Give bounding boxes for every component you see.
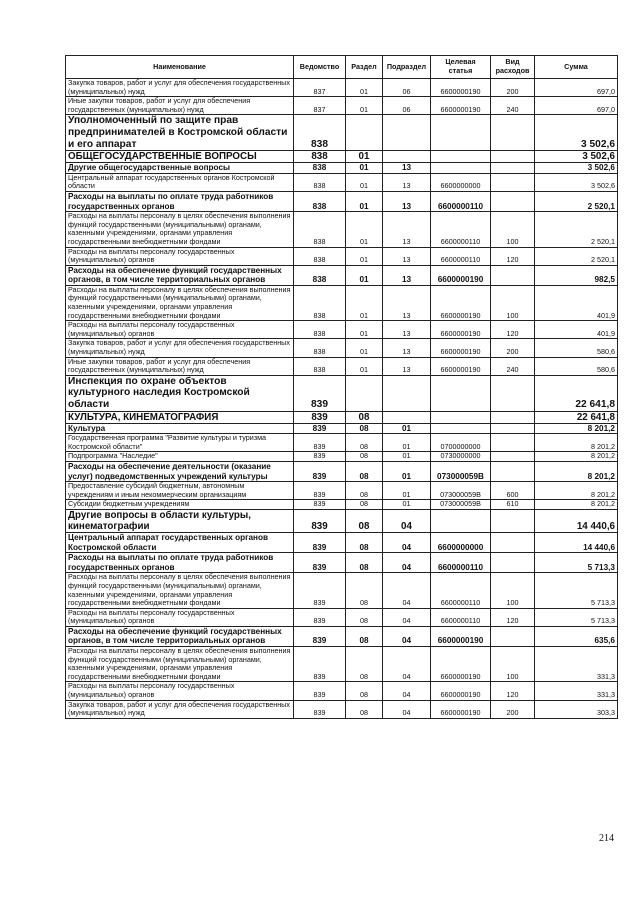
cell-section: 01: [346, 247, 383, 265]
cell-expense-type: 240: [491, 97, 535, 115]
cell-name: Расходы на обеспечение функций государственных органов, в том числе территориальных органов: [66, 265, 294, 285]
table-row: [66, 434, 618, 452]
column-header-expense-type: Вид расходов: [491, 56, 535, 79]
cell-name: Государственная программа "Развитие культуры и туризма Костромской области": [66, 434, 294, 452]
cell-expense-type: 120: [491, 321, 535, 339]
cell-amount: 14 440,6: [535, 509, 618, 532]
cell-target-article: 6600000000: [431, 532, 491, 552]
cell-subsection: 04: [383, 682, 431, 700]
cell-subsection: 04: [383, 573, 431, 608]
cell-name: ОБЩЕГОСУДАРСТВЕННЫЕ ВОПРОСЫ: [66, 151, 294, 163]
cell-section: 08: [346, 682, 383, 700]
cell-section: 08: [346, 461, 383, 481]
table-row: [66, 163, 618, 174]
cell-name: Расходы на выплаты персоналу государственных (муниципальных) органов: [66, 247, 294, 265]
cell-department: 838: [294, 285, 346, 320]
cell-amount: 697,0: [535, 79, 618, 97]
cell-target-article: 6600000110: [431, 573, 491, 608]
cell-amount: 2 520,1: [535, 191, 618, 211]
cell-subsection: 01: [383, 500, 431, 510]
table-row: [66, 682, 618, 700]
cell-subsection: 01: [383, 461, 431, 481]
table-row: [66, 115, 618, 151]
cell-department: 839: [294, 608, 346, 626]
cell-subsection: 04: [383, 509, 431, 532]
cell-expense-type: 100: [491, 573, 535, 608]
table-row: [66, 532, 618, 552]
cell-section: 08: [346, 434, 383, 452]
cell-subsection: [383, 151, 431, 163]
cell-expense-type: 200: [491, 700, 535, 718]
cell-amount: 982,5: [535, 265, 618, 285]
cell-expense-type: [491, 461, 535, 481]
cell-amount: 22 641,8: [535, 411, 618, 423]
cell-amount: 3 502,6: [535, 151, 618, 163]
cell-name: Подпрограмма "Наследие": [66, 452, 294, 462]
cell-section: 08: [346, 626, 383, 646]
cell-subsection: 04: [383, 626, 431, 646]
cell-subsection: 04: [383, 647, 431, 682]
cell-department: 839: [294, 500, 346, 510]
column-header-target-article: Целевая статья: [431, 56, 491, 79]
cell-name: Расходы на выплаты по оплате труда работников государственных органов: [66, 191, 294, 211]
cell-section: 08: [346, 573, 383, 608]
cell-expense-type: [491, 532, 535, 552]
cell-target-article: 6600000190: [431, 626, 491, 646]
table-row: [66, 97, 618, 115]
cell-target-article: 6600000190: [431, 357, 491, 375]
cell-section: 08: [346, 500, 383, 510]
cell-target-article: 6600000000: [431, 173, 491, 191]
cell-name: Другие общегосударственные вопросы: [66, 163, 294, 174]
table-row: [66, 461, 618, 481]
cell-expense-type: [491, 265, 535, 285]
cell-expense-type: 610: [491, 500, 535, 510]
cell-target-article: 6600000110: [431, 247, 491, 265]
table-row: [66, 191, 618, 211]
cell-target-article: 0730000000: [431, 452, 491, 462]
column-header-subsection: Подраздел: [383, 56, 431, 79]
cell-subsection: 01: [383, 452, 431, 462]
cell-section: 08: [346, 700, 383, 718]
table-row: [66, 151, 618, 163]
cell-expense-type: 100: [491, 285, 535, 320]
cell-name: Иные закупки товаров, работ и услуг для обеспечения государственных (муниципальных) нужд: [66, 357, 294, 375]
cell-expense-type: 200: [491, 339, 535, 357]
cell-expense-type: [491, 452, 535, 462]
cell-name: КУЛЬТУРА, КИНЕМАТОГРАФИЯ: [66, 411, 294, 423]
cell-section: 01: [346, 265, 383, 285]
cell-target-article: 6600000110: [431, 191, 491, 211]
cell-section: 01: [346, 321, 383, 339]
cell-department: 838: [294, 321, 346, 339]
cell-department: 839: [294, 452, 346, 462]
cell-department: 839: [294, 573, 346, 608]
cell-expense-type: 600: [491, 482, 535, 500]
cell-amount: 2 520,1: [535, 247, 618, 265]
cell-expense-type: 100: [491, 212, 535, 247]
cell-target-article: 6600000190: [431, 339, 491, 357]
cell-section: 01: [346, 163, 383, 174]
cell-section: 01: [346, 173, 383, 191]
cell-name: Расходы на выплаты персоналу государственных (муниципальных) органов: [66, 321, 294, 339]
column-header-amount: Сумма: [535, 56, 618, 79]
cell-subsection: 01: [383, 482, 431, 500]
cell-name: Расходы на выплаты персоналу государственных (муниципальных) органов: [66, 682, 294, 700]
cell-expense-type: [491, 423, 535, 434]
cell-expense-type: 100: [491, 647, 535, 682]
cell-target-article: 6600000190: [431, 285, 491, 320]
cell-subsection: 13: [383, 357, 431, 375]
cell-section: 08: [346, 452, 383, 462]
cell-expense-type: 200: [491, 79, 535, 97]
cell-name: Расходы на обеспечение деятельности (оказание услуг) подведомственных учреждений культуры: [66, 461, 294, 481]
table-row: [66, 173, 618, 191]
cell-department: 839: [294, 532, 346, 552]
cell-amount: 8 201,2: [535, 482, 618, 500]
cell-section: 01: [346, 285, 383, 320]
cell-section: 01: [346, 339, 383, 357]
cell-department: 838: [294, 247, 346, 265]
cell-name: Уполномоченный по защите прав предпринимателей в Костромской области и его аппарат: [66, 115, 294, 151]
cell-subsection: 13: [383, 339, 431, 357]
cell-target-article: [431, 509, 491, 532]
cell-target-article: 6600000110: [431, 608, 491, 626]
cell-amount: 303,3: [535, 700, 618, 718]
cell-target-article: [431, 375, 491, 411]
cell-target-article: 6600000190: [431, 682, 491, 700]
cell-target-article: 6600000190: [431, 700, 491, 718]
cell-expense-type: [491, 115, 535, 151]
table-row: [66, 608, 618, 626]
cell-subsection: 13: [383, 285, 431, 320]
column-header-department: Ведомство: [294, 56, 346, 79]
cell-expense-type: [491, 626, 535, 646]
cell-department: 838: [294, 357, 346, 375]
cell-department: 837: [294, 97, 346, 115]
cell-section: 08: [346, 509, 383, 532]
cell-expense-type: [491, 411, 535, 423]
cell-department: 838: [294, 151, 346, 163]
cell-subsection: [383, 375, 431, 411]
cell-section: 01: [346, 212, 383, 247]
cell-amount: 8 201,2: [535, 461, 618, 481]
cell-department: 838: [294, 173, 346, 191]
cell-section: 08: [346, 553, 383, 573]
cell-target-article: 6600000190: [431, 647, 491, 682]
cell-name: Предоставление субсидий бюджетным, автономным учреждениям и иным некоммерческим организациям: [66, 482, 294, 500]
cell-department: 839: [294, 423, 346, 434]
cell-amount: 5 713,3: [535, 573, 618, 608]
cell-name: Расходы на выплаты персоналу в целях обеспечения выполнения функций государственными (муниципальными) органами, казенными учреждениями, органами управления государственными внебюджетными фондами: [66, 212, 294, 247]
cell-expense-type: [491, 375, 535, 411]
table-row: [66, 375, 618, 411]
cell-section: 01: [346, 97, 383, 115]
cell-subsection: 13: [383, 265, 431, 285]
cell-subsection: 13: [383, 212, 431, 247]
cell-target-article: [431, 423, 491, 434]
cell-department: 839: [294, 553, 346, 573]
cell-department: 839: [294, 461, 346, 481]
cell-amount: 331,3: [535, 682, 618, 700]
table-row: [66, 357, 618, 375]
cell-name: Расходы на обеспечение функций государственных органов, в том числе территориальных органов: [66, 626, 294, 646]
cell-expense-type: [491, 553, 535, 573]
cell-expense-type: [491, 191, 535, 211]
cell-target-article: [431, 151, 491, 163]
cell-section: [346, 115, 383, 151]
cell-amount: 8 201,2: [535, 434, 618, 452]
cell-subsection: 06: [383, 79, 431, 97]
cell-department: 839: [294, 700, 346, 718]
cell-target-article: 073000059B: [431, 500, 491, 510]
cell-amount: 697,0: [535, 97, 618, 115]
cell-department: 839: [294, 411, 346, 423]
table-row: [66, 700, 618, 718]
table-row: [66, 573, 618, 608]
cell-subsection: 13: [383, 173, 431, 191]
cell-amount: 8 201,2: [535, 452, 618, 462]
cell-amount: 5 713,3: [535, 608, 618, 626]
cell-name: Центральный аппарат государственных органов Костромской области: [66, 173, 294, 191]
cell-name: Другие вопросы в области культуры, кинематографии: [66, 509, 294, 532]
cell-expense-type: 240: [491, 357, 535, 375]
cell-name: Культура: [66, 423, 294, 434]
table-row: [66, 265, 618, 285]
cell-subsection: 04: [383, 532, 431, 552]
cell-expense-type: [491, 151, 535, 163]
cell-amount: 22 641,8: [535, 375, 618, 411]
cell-section: 08: [346, 532, 383, 552]
table-row: [66, 321, 618, 339]
cell-amount: 580,6: [535, 339, 618, 357]
column-header-section: Раздел: [346, 56, 383, 79]
cell-amount: 580,6: [535, 357, 618, 375]
cell-department: 839: [294, 509, 346, 532]
cell-target-article: 6600000190: [431, 265, 491, 285]
cell-expense-type: [491, 173, 535, 191]
cell-section: [346, 375, 383, 411]
cell-target-article: [431, 411, 491, 423]
cell-department: 838: [294, 115, 346, 151]
cell-amount: 401,9: [535, 321, 618, 339]
cell-target-article: 6600000190: [431, 321, 491, 339]
cell-amount: 8 201,2: [535, 423, 618, 434]
cell-name: Расходы на выплаты персоналу в целях обеспечения выполнения функций государственными (муниципальными) органами, казенными учреждениями, органами управления государственными внебюджетными фондами: [66, 573, 294, 608]
cell-subsection: [383, 115, 431, 151]
cell-target-article: 0700000000: [431, 434, 491, 452]
cell-subsection: 13: [383, 163, 431, 174]
cell-subsection: 01: [383, 423, 431, 434]
cell-expense-type: [491, 434, 535, 452]
cell-name: Инспекция по охране объектов культурного наследия Костромской области: [66, 375, 294, 411]
cell-subsection: 04: [383, 700, 431, 718]
budget-table: [65, 55, 618, 719]
cell-expense-type: [491, 163, 535, 174]
cell-amount: 331,3: [535, 647, 618, 682]
cell-name: Закупка товаров, работ и услуг для обеспечения государственных (муниципальных) нужд: [66, 339, 294, 357]
cell-section: 01: [346, 79, 383, 97]
cell-amount: 3 502,6: [535, 115, 618, 151]
cell-expense-type: [491, 509, 535, 532]
cell-target-article: 6600000190: [431, 97, 491, 115]
budget-sheet: [65, 55, 617, 719]
cell-subsection: 04: [383, 608, 431, 626]
cell-section: 01: [346, 151, 383, 163]
table-row: [66, 482, 618, 500]
cell-department: 838: [294, 339, 346, 357]
cell-department: 838: [294, 163, 346, 174]
table-row: [66, 626, 618, 646]
table-row: [66, 452, 618, 462]
table-row: [66, 553, 618, 573]
table-row: [66, 509, 618, 532]
cell-expense-type: 120: [491, 682, 535, 700]
table-row: [66, 411, 618, 423]
cell-subsection: 13: [383, 321, 431, 339]
cell-amount: 8 201,2: [535, 500, 618, 510]
cell-expense-type: 120: [491, 608, 535, 626]
cell-amount: 5 713,3: [535, 553, 618, 573]
cell-department: 838: [294, 191, 346, 211]
cell-department: 839: [294, 482, 346, 500]
cell-subsection: 01: [383, 434, 431, 452]
cell-section: 08: [346, 608, 383, 626]
cell-section: 08: [346, 482, 383, 500]
cell-name: Расходы на выплаты персоналу в целях обеспечения выполнения функций государственными (муниципальными) органами, казенными учреждениями, органами управления государственными внебюджетными фондами: [66, 647, 294, 682]
cell-department: 839: [294, 375, 346, 411]
table-row: [66, 247, 618, 265]
cell-amount: 3 502,6: [535, 163, 618, 174]
cell-department: 839: [294, 647, 346, 682]
cell-section: 01: [346, 357, 383, 375]
cell-department: 839: [294, 682, 346, 700]
cell-target-article: 6600000190: [431, 79, 491, 97]
cell-department: 838: [294, 212, 346, 247]
cell-amount: 3 502,6: [535, 173, 618, 191]
cell-amount: 401,9: [535, 285, 618, 320]
cell-amount: 14 440,6: [535, 532, 618, 552]
cell-target-article: 6600000110: [431, 212, 491, 247]
table-row: [66, 212, 618, 247]
table-row: [66, 500, 618, 510]
cell-name: Субсидии бюджетным учреждениям: [66, 500, 294, 510]
cell-name: Иные закупки товаров, работ и услуг для обеспечения государственных (муниципальных) нужд: [66, 97, 294, 115]
cell-name: Закупка товаров, работ и услуг для обеспечения государственных (муниципальных) нужд: [66, 79, 294, 97]
cell-target-article: 073000059B: [431, 461, 491, 481]
cell-name: Расходы на выплаты персоналу государственных (муниципальных) органов: [66, 608, 294, 626]
cell-subsection: 06: [383, 97, 431, 115]
cell-expense-type: 120: [491, 247, 535, 265]
cell-section: 01: [346, 191, 383, 211]
cell-subsection: 13: [383, 191, 431, 211]
cell-department: 838: [294, 265, 346, 285]
header-row: [66, 56, 618, 79]
cell-name: Центральный аппарат государственных органов Костромской области: [66, 532, 294, 552]
cell-department: 839: [294, 626, 346, 646]
cell-section: 08: [346, 647, 383, 682]
cell-name: Расходы на выплаты персоналу в целях обеспечения выполнения функций государственными (муниципальными) органами, казенными учреждениями, органами управления государственными внебюджетными фондами: [66, 285, 294, 320]
table-row: [66, 285, 618, 320]
cell-target-article: 6600000110: [431, 553, 491, 573]
cell-subsection: [383, 411, 431, 423]
cell-section: 08: [346, 423, 383, 434]
cell-department: 837: [294, 79, 346, 97]
column-header-name: Наименование: [66, 56, 294, 79]
cell-department: 839: [294, 434, 346, 452]
cell-amount: 2 520,1: [535, 212, 618, 247]
cell-name: Закупка товаров, работ и услуг для обеспечения государственных (муниципальных) нужд: [66, 700, 294, 718]
cell-target-article: 073000059B: [431, 482, 491, 500]
cell-target-article: [431, 163, 491, 174]
cell-name: Расходы на выплаты по оплате труда работников государственных органов: [66, 553, 294, 573]
page-number: 214: [599, 833, 614, 844]
cell-section: 08: [346, 411, 383, 423]
table-header: [66, 56, 618, 79]
table-row: [66, 79, 618, 97]
table-row: [66, 339, 618, 357]
cell-target-article: [431, 115, 491, 151]
table-body: [66, 79, 618, 719]
cell-amount: 635,6: [535, 626, 618, 646]
cell-subsection: 13: [383, 247, 431, 265]
table-row: [66, 647, 618, 682]
table-row: [66, 423, 618, 434]
cell-subsection: 04: [383, 553, 431, 573]
